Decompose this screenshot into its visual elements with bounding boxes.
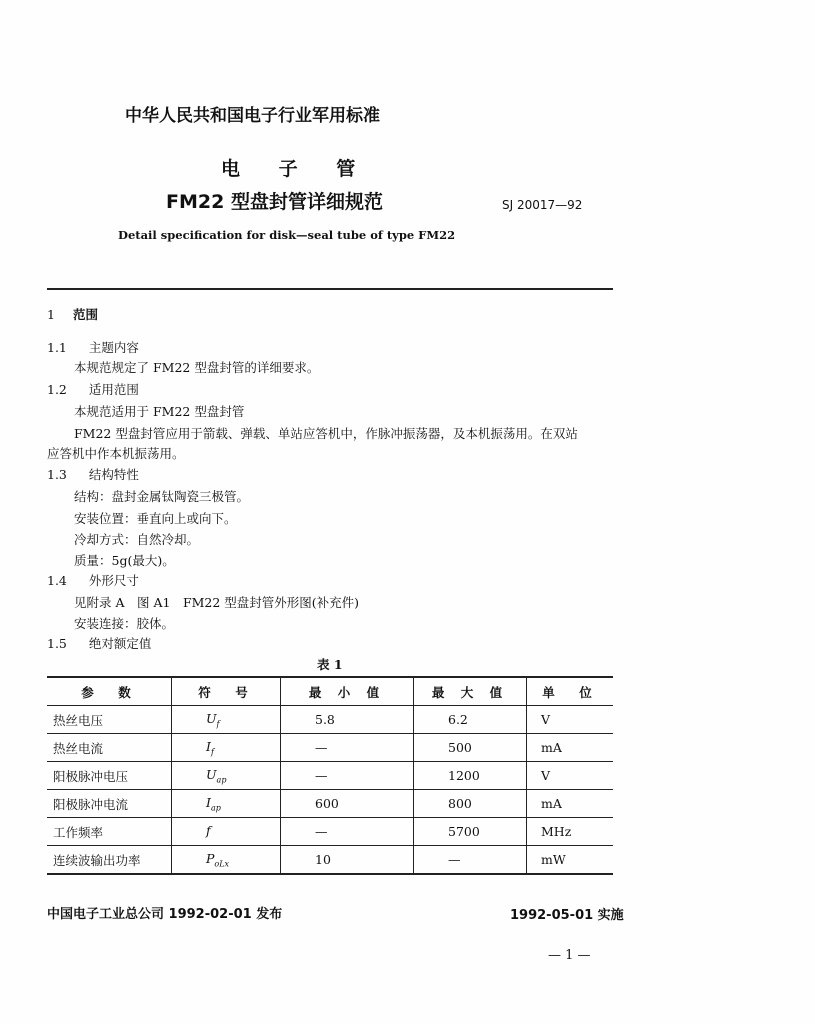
- cell-symbol: $I_f$: [172, 734, 281, 762]
- section-1-2-paragraph-2b: 应答机中作本机振荡用。: [47, 446, 185, 461]
- table-row: [47, 734, 613, 762]
- cell-parameter: 热丝电流: [47, 734, 172, 762]
- cell-symbol: f: [172, 818, 281, 846]
- table-row: [47, 706, 613, 734]
- cell-min: —: [281, 762, 414, 790]
- col-header-unit: 单 位: [527, 677, 614, 706]
- cell-unit: MHz: [527, 818, 614, 846]
- col-header-parameter: 参 数: [47, 677, 172, 706]
- english-title: Detail specification for disk—seal tube of type FM22: [118, 228, 456, 242]
- cell-min: 600: [281, 790, 414, 818]
- section-1-3-item: 质量：5g(最大)。: [74, 553, 175, 568]
- section-1-5-heading: [47, 634, 151, 652]
- cell-max: —: [414, 846, 527, 875]
- section-title: 范围: [72, 307, 98, 322]
- section-1-4-paragraph-2: 安装连接：胶体。: [74, 616, 175, 631]
- table-caption: 表 1: [317, 657, 343, 672]
- section-1-1-paragraph: 本规范规定了 FM22 型盘封管的详细要求。: [74, 360, 320, 375]
- cell-min: 5.8: [281, 706, 414, 734]
- table-row: [47, 818, 613, 846]
- section-number: 1.3: [47, 467, 67, 482]
- col-header-max: 最 大 值: [414, 677, 527, 706]
- cell-min: 10: [281, 846, 414, 875]
- table-row: [47, 846, 613, 875]
- section-1-2-paragraph-1: 本规范适用于 FM22 型盘封管: [74, 404, 245, 419]
- table-row: [47, 762, 613, 790]
- cell-unit: V: [527, 706, 614, 734]
- section-1-2-paragraph-2a: FM22 型盘封管应用于箭载、弹载、单站应答机中，作脉冲振荡器，及本机振荡用。在双站: [74, 426, 578, 441]
- cell-min: —: [281, 734, 414, 762]
- section-number: 1.4: [47, 573, 67, 588]
- effective-date: 1992-05-01 实施: [510, 908, 624, 923]
- section-1-heading: [47, 305, 98, 323]
- cell-max: 6.2: [414, 706, 527, 734]
- section-1-3-heading: [47, 465, 139, 483]
- cell-symbol: $U_{ap}$: [172, 762, 281, 790]
- col-header-min: 最 小 值: [281, 677, 414, 706]
- cell-parameter: 阳极脉冲电压: [47, 762, 172, 790]
- cell-max: 500: [414, 734, 527, 762]
- section-number: 1.1: [47, 340, 67, 355]
- table-header-row: [47, 677, 613, 706]
- cell-unit: mW: [527, 846, 614, 875]
- doc-title-line1: 电 子 管: [221, 158, 372, 180]
- cell-parameter: 热丝电压: [47, 706, 172, 734]
- cell-parameter: 连续波输出功率: [47, 846, 172, 875]
- section-1-1-heading: [47, 338, 139, 356]
- cell-symbol: $U_f$: [172, 706, 281, 734]
- cell-unit: V: [527, 762, 614, 790]
- cell-max: 800: [414, 790, 527, 818]
- standard-org-title: 中华人民共和国电子行业军用标准: [125, 106, 380, 126]
- section-1-2-heading: [47, 380, 139, 398]
- cell-symbol: $I_{ap}$: [172, 790, 281, 818]
- cell-unit: mA: [527, 790, 614, 818]
- section-title: 绝对额定值: [88, 636, 152, 651]
- section-1-3-item: 安装位置：垂直向上或向下。: [74, 511, 237, 526]
- section-title: 主题内容: [88, 340, 139, 355]
- section-title: 适用范围: [88, 382, 139, 397]
- section-1-4-heading: [47, 571, 139, 589]
- header-rule: [47, 288, 613, 290]
- section-title: 结构特性: [88, 467, 139, 482]
- section-1-3-item: 冷却方式：自然冷却。: [74, 532, 200, 547]
- cell-parameter: 工作频率: [47, 818, 172, 846]
- ratings-table: [47, 676, 613, 875]
- cell-unit: mA: [527, 734, 614, 762]
- section-1-3-item: 结构：盘封金属钛陶瓷三极管。: [74, 489, 250, 504]
- standard-code: SJ 20017—92: [502, 198, 583, 212]
- col-header-symbol: 符 号: [172, 677, 281, 706]
- cell-parameter: 阳极脉冲电流: [47, 790, 172, 818]
- section-number: 1: [47, 307, 55, 322]
- cell-min: —: [281, 818, 414, 846]
- section-number: 1.2: [47, 382, 67, 397]
- page-number: — 1 —: [548, 948, 591, 963]
- section-title: 外形尺寸: [88, 573, 139, 588]
- cell-max: 1200: [414, 762, 527, 790]
- cell-symbol: $P_{oLx}$: [172, 846, 281, 875]
- section-1-4-paragraph-1: 见附录 A 图 A1 FM22 型盘封管外形图(补充件): [74, 595, 360, 610]
- section-number: 1.5: [47, 636, 67, 651]
- doc-title-line2: FM22 型盘封管详细规范: [166, 191, 383, 213]
- issued-by: 中国电子工业总公司 1992-02-01 发布: [47, 907, 283, 922]
- cell-max: 5700: [414, 818, 527, 846]
- table-row: [47, 790, 613, 818]
